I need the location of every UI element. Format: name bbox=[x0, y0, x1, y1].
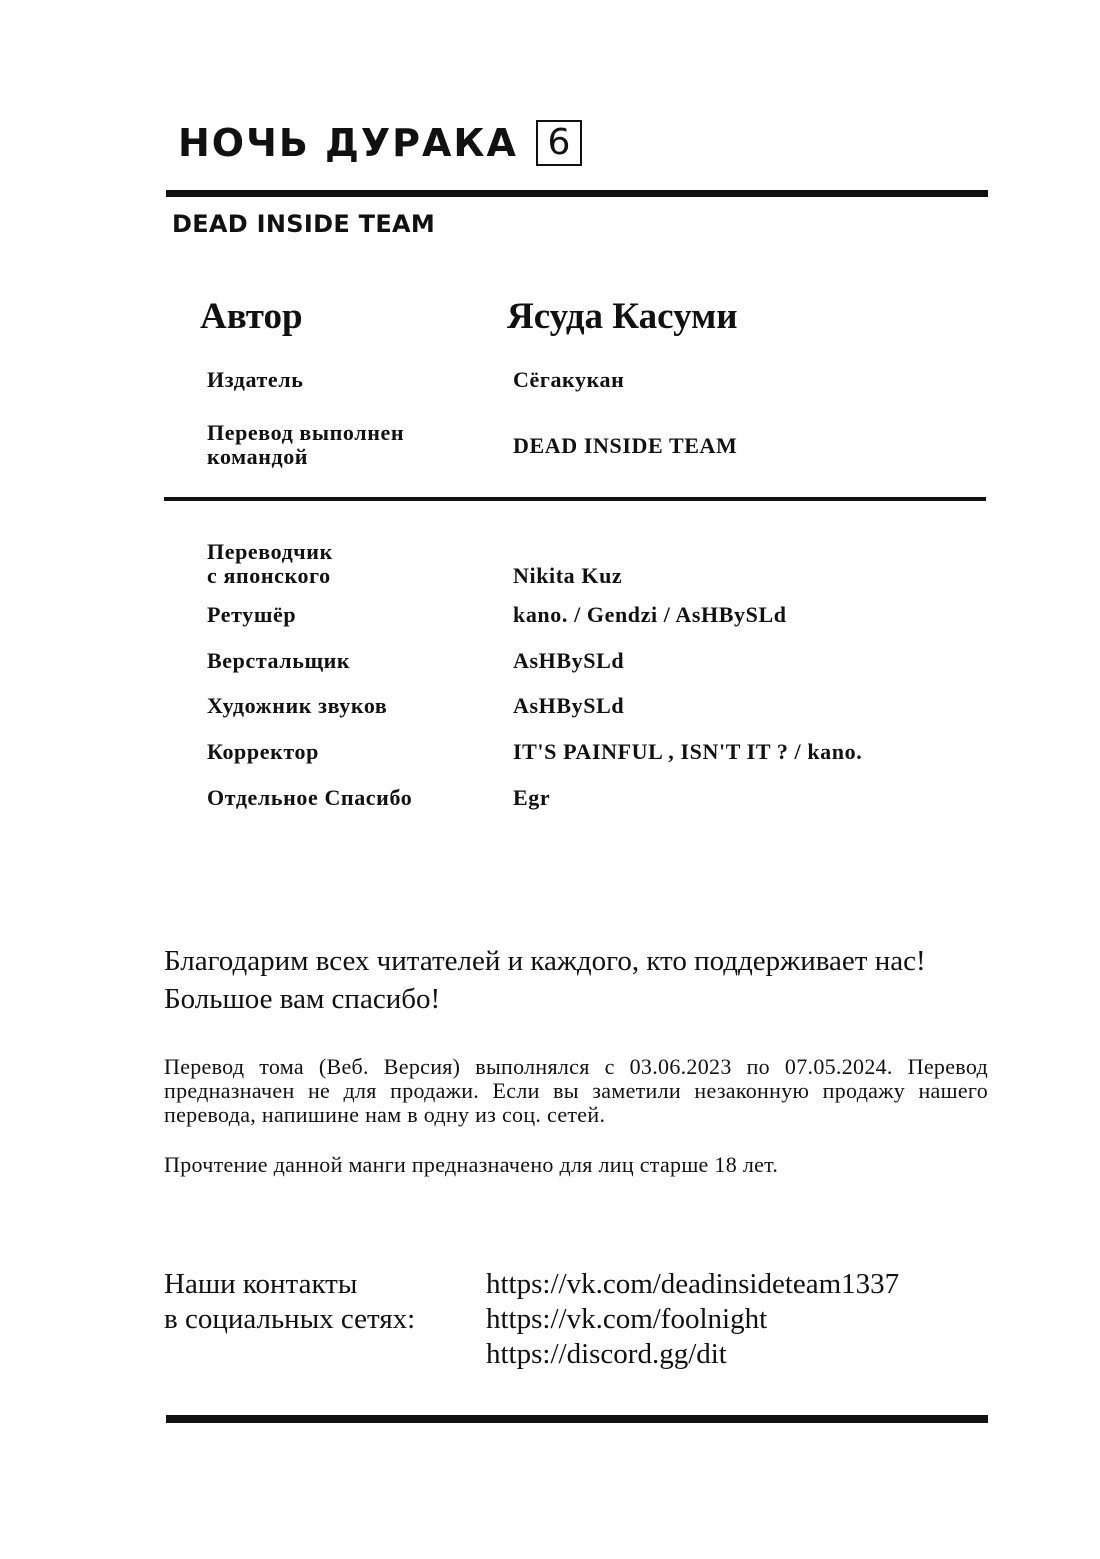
contacts-links bbox=[486, 1267, 899, 1372]
translator-label bbox=[207, 540, 333, 588]
translation-team-label bbox=[207, 421, 404, 469]
translation-notice: Перевод тома (Веб. Версия) выполнялся с 03.06.2023 по 07.05.2024. Перевод предназначен не для продажи. Если вы заметили незаконную продажу нашего перевода, напишине нам в одну из соц. сетей. bbox=[164, 1054, 988, 1127]
contacts-label-line1: Наши контакты bbox=[164, 1268, 358, 1300]
vk-series-link[interactable]: https://vk.com/foolnight bbox=[486, 1303, 768, 1335]
author-value: Ясуда Касуми bbox=[507, 296, 738, 337]
credit-label-retoucher: Ретушёр bbox=[207, 602, 297, 627]
team-label: DEAD INSIDE TEAM bbox=[172, 210, 436, 238]
contacts-label-line2: в социальных сетях: bbox=[164, 1303, 416, 1335]
translation-team-value: DEAD INSIDE TEAM bbox=[513, 433, 738, 458]
title-row bbox=[178, 118, 582, 168]
contacts-label bbox=[164, 1267, 415, 1337]
volume-number-badge: 6 bbox=[536, 120, 582, 166]
translation-team-label-line2: командой bbox=[207, 444, 309, 469]
credit-label-typesetter: Верстальщик bbox=[207, 648, 351, 673]
credit-label-special-thanks: Отдельное Спасибо bbox=[207, 785, 413, 810]
credit-value-typesetter: AsHBySLd bbox=[513, 648, 625, 673]
age-restriction-notice: Прочтение данной манги предназначено для лиц старше 18 лет. bbox=[164, 1152, 779, 1177]
credit-label-sound-artist: Художник звуков bbox=[207, 693, 388, 718]
publisher-label: Издатель bbox=[207, 367, 304, 392]
translation-team-label-line1: Перевод выполнен bbox=[207, 420, 405, 445]
translator-value: Nikita Kuz bbox=[513, 563, 623, 588]
thanks-line-1: Благодарим всех читателей и каждого, кто поддерживает нас! bbox=[164, 945, 926, 977]
top-divider bbox=[166, 190, 988, 197]
middle-divider bbox=[164, 497, 986, 501]
bottom-divider bbox=[166, 1415, 988, 1423]
translator-label-line1: Переводчик bbox=[207, 539, 333, 564]
thanks-line-2: Большое вам спасибо! bbox=[164, 983, 441, 1015]
discord-link[interactable]: https://discord.gg/dit bbox=[486, 1338, 727, 1370]
credit-value-proofreader: IT'S PAINFUL , ISN'T IT ? / kano. bbox=[513, 739, 863, 764]
author-label: Автор bbox=[200, 296, 303, 337]
credit-value-retoucher: kano. / Gendzi / AsHBySLd bbox=[513, 602, 787, 627]
series-title: НОЧЬ ДУРАКА bbox=[178, 121, 518, 165]
publisher-value: Сёгакукан bbox=[513, 367, 625, 392]
translator-label-line2: с японского bbox=[207, 563, 331, 588]
credit-value-sound-artist: AsHBySLd bbox=[513, 693, 625, 718]
thanks-message bbox=[164, 942, 926, 1018]
credit-label-proofreader: Корректор bbox=[207, 739, 319, 764]
credit-value-special-thanks: Egr bbox=[513, 785, 551, 810]
vk-team-link[interactable]: https://vk.com/deadinsideteam1337 bbox=[486, 1268, 900, 1300]
